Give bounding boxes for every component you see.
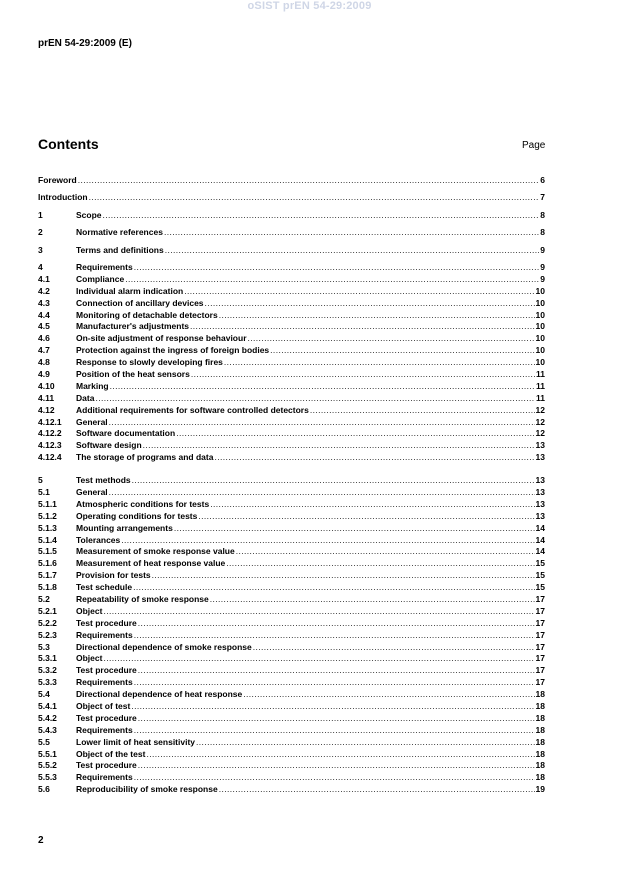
toc-entry[interactable] <box>38 737 545 749</box>
toc-entry-page: 10 <box>535 345 545 356</box>
toc-dot-leader <box>134 677 535 689</box>
toc-dot-leader <box>210 594 535 606</box>
toc-entry-title: Additional requirements for software controlled detectors <box>76 404 309 415</box>
toc-entry-page: 18 <box>535 712 545 723</box>
toc-entry-title: Reproducibility of smoke response <box>76 784 218 795</box>
toc-entry[interactable] <box>38 227 545 239</box>
toc-entry-number: 5.4.2 <box>38 712 57 723</box>
toc-entry-number: 5.4.3 <box>38 724 57 735</box>
toc-entry[interactable] <box>38 357 545 369</box>
toc-entry-title: Test procedure <box>76 712 137 723</box>
toc-entry-number: 5 <box>38 475 43 486</box>
toc-entry-title: Response to slowly developing fires <box>76 357 223 368</box>
toc-entry-title: Operating conditions for tests <box>76 510 198 521</box>
toc-entry-title: Object of the test <box>76 748 146 759</box>
toc-entry-number: 5.4 <box>38 689 50 700</box>
toc-dot-leader <box>165 245 540 257</box>
toc-entry[interactable] <box>38 210 545 222</box>
toc-entry-number: 4.12 <box>38 404 55 415</box>
toc-dot-leader <box>125 274 539 286</box>
toc-entry[interactable] <box>38 570 545 582</box>
toc-dot-leader <box>103 210 540 222</box>
toc-dot-leader <box>133 582 534 594</box>
toc-entry-title: General <box>76 486 108 497</box>
toc-entry[interactable] <box>38 417 545 429</box>
toc-entry[interactable] <box>38 405 545 417</box>
toc-entry-title: General <box>76 416 108 427</box>
toc-dot-leader <box>109 487 535 499</box>
toc-entry-page: 19 <box>535 784 545 795</box>
toc-entry[interactable] <box>38 677 545 689</box>
toc-entry-page: 15 <box>535 570 545 581</box>
toc-entry[interactable] <box>38 298 545 310</box>
toc-entry-number: 5.1.5 <box>38 546 57 557</box>
toc-entry-title: Repeatability of smoke response <box>76 594 209 604</box>
toc-entry-number: 5.1.4 <box>38 534 57 545</box>
toc-dot-leader <box>226 558 534 570</box>
toc-entry-page: 18 <box>535 689 545 700</box>
toc-entry-title: Test schedule <box>76 582 133 593</box>
toc-entry-page: 15 <box>535 558 545 569</box>
toc-entry[interactable] <box>38 606 545 618</box>
toc-dot-leader <box>184 286 534 298</box>
toc-entry-title: Object <box>76 653 103 664</box>
toc-entry[interactable] <box>38 286 545 298</box>
toc-entry[interactable] <box>38 582 545 594</box>
toc-entry-title: Mounting arrangements <box>76 522 173 533</box>
toc-entry-page: 12 <box>535 404 545 415</box>
toc-dot-leader <box>89 192 540 204</box>
toc-dot-leader <box>132 475 535 487</box>
toc-entry[interactable] <box>38 618 545 630</box>
toc-entry[interactable] <box>38 535 545 547</box>
toc-dot-leader <box>134 630 535 642</box>
toc-entry-page: 10 <box>535 333 545 344</box>
toc-dot-leader <box>248 333 535 345</box>
toc-dot-leader <box>95 393 535 405</box>
toc-dot-leader <box>210 499 534 511</box>
toc-entry-number: 4.1 <box>38 273 50 284</box>
toc-entry-title: Protection against the ingress of foreign bodies <box>76 345 270 356</box>
toc-entry-page: 15 <box>535 582 545 593</box>
toc-entry-page: 12 <box>535 428 545 439</box>
toc-entry-title: Directional dependence of smoke response <box>76 641 252 652</box>
toc-entry-number: 5.5 <box>38 736 50 747</box>
toc-dot-leader <box>253 642 535 654</box>
toc-dot-leader <box>138 665 535 677</box>
toc-entry-page: 11 <box>536 380 545 391</box>
toc-entry[interactable] <box>38 665 545 677</box>
document-id: prEN 54-29:2009 (E) <box>38 38 132 49</box>
toc-entry-number: 3 <box>38 244 43 255</box>
toc-dot-leader <box>138 618 535 630</box>
toc-entry-page: 14 <box>535 522 545 533</box>
toc-entry-title: Test procedure <box>76 760 137 771</box>
toc-entry-title: Requirements <box>76 772 133 783</box>
toc-entry-page: 18 <box>535 701 545 712</box>
toc-entry[interactable] <box>38 784 545 796</box>
toc-entry-page: 12 <box>535 416 545 427</box>
toc-entry-title: Atmospheric conditions for tests <box>76 498 210 509</box>
toc-entry-page: 10 <box>535 309 545 320</box>
toc-entry-page: 11 <box>536 392 545 403</box>
toc-entry-number: 5.1.7 <box>38 570 57 581</box>
toc-entry-page: 10 <box>535 357 545 368</box>
toc-entry-title: Lower limit of heat sensitivity <box>76 736 196 747</box>
toc-entry-title: Directional dependence of heat response <box>76 689 243 700</box>
toc-dot-leader <box>103 653 534 665</box>
toc-entry-title: Position of the heat sensors <box>76 368 190 379</box>
toc-dot-leader <box>176 428 534 440</box>
toc-entry-number: 5.1.6 <box>38 558 57 569</box>
toc-entry-page: 8 <box>540 227 545 238</box>
page-number: 2 <box>38 835 44 846</box>
toc-entry-number: 5.5.1 <box>38 748 57 759</box>
watermark: oSIST prEN 54-29:2009 <box>247 0 372 12</box>
toc-entry-number: 4.10 <box>38 380 55 391</box>
toc-entry-page: 13 <box>535 475 545 486</box>
toc-entry[interactable] <box>38 511 545 523</box>
toc-entry[interactable] <box>38 369 545 381</box>
toc-dot-leader <box>131 701 534 713</box>
toc-entry[interactable] <box>38 749 545 761</box>
toc-entry-number: 4.12.3 <box>38 440 62 451</box>
toc-entry-number: 4.4 <box>38 309 50 320</box>
toc-entry[interactable] <box>38 452 545 464</box>
toc-entry-title: Data <box>76 392 95 403</box>
toc-entry-page: 9 <box>540 273 545 284</box>
toc-entry-number: 1 <box>38 209 43 220</box>
toc-entry-page: 17 <box>535 641 545 652</box>
toc-entry-page: 11 <box>536 368 545 379</box>
toc-entry-number: 4.12.1 <box>38 416 62 427</box>
toc-entry-page: 14 <box>535 534 545 545</box>
toc-entry-number: 4.9 <box>38 368 50 379</box>
toc-entry[interactable] <box>38 653 545 665</box>
toc-dot-leader <box>103 606 534 618</box>
toc-entry-number: 5.2.3 <box>38 629 57 640</box>
toc-entry-number: 5.2.2 <box>38 617 57 628</box>
toc-entry-page: 17 <box>535 677 545 688</box>
toc-entry[interactable] <box>38 630 545 642</box>
toc-entry-title: Requirements <box>76 677 133 688</box>
toc-entry[interactable] <box>38 245 545 257</box>
toc-entry-number: 5.4.1 <box>38 701 57 712</box>
toc-entry[interactable] <box>38 487 545 499</box>
toc-entry-title: Requirements <box>76 629 133 640</box>
toc-entry[interactable] <box>38 594 545 606</box>
toc-dot-leader <box>152 570 535 582</box>
toc-entry-title: Connection of ancillary devices <box>76 297 204 308</box>
toc-dot-leader <box>146 749 534 761</box>
toc-dot-leader <box>164 227 539 239</box>
toc-dot-leader <box>191 369 535 381</box>
toc-entry-title: Marking <box>76 380 109 391</box>
toc-dot-leader <box>243 689 534 701</box>
toc-dot-leader <box>219 310 535 322</box>
toc-entry-number: 5.3 <box>38 641 50 652</box>
toc-entry[interactable] <box>38 523 545 535</box>
toc-entry-title: Scope <box>76 209 102 220</box>
page-title: Contents <box>38 136 99 152</box>
toc-entry[interactable] <box>38 381 545 393</box>
toc-entry-number: 4.12.2 <box>38 428 62 439</box>
table-of-contents <box>38 175 545 796</box>
toc-entry-number: 5.1.2 <box>38 510 57 521</box>
toc-entry-title: Introduction <box>38 192 88 203</box>
toc-entry[interactable] <box>38 475 545 487</box>
toc-entry[interactable] <box>38 701 545 713</box>
toc-entry[interactable] <box>38 175 545 187</box>
toc-entry[interactable] <box>38 440 545 452</box>
toc-entry[interactable] <box>38 725 545 737</box>
toc-entry[interactable] <box>38 772 545 784</box>
toc-entry-title: Software documentation <box>76 428 176 439</box>
toc-entry-number: 5.1.8 <box>38 582 57 593</box>
toc-entry[interactable] <box>38 428 545 440</box>
toc-entry-number: 5.2 <box>38 594 50 604</box>
toc-entry[interactable] <box>38 689 545 701</box>
toc-entry-number: 5.3.2 <box>38 665 57 676</box>
toc-entry-title: Tolerances <box>76 534 121 545</box>
toc-entry-title: Requirements <box>76 261 133 272</box>
toc-entry-number: 5.3.1 <box>38 653 57 664</box>
toc-entry-title: Normative references <box>76 227 163 238</box>
toc-dot-leader <box>134 725 535 737</box>
toc-entry-page: 17 <box>535 594 545 604</box>
toc-entry-number: 4.3 <box>38 297 50 308</box>
toc-entry[interactable] <box>38 310 545 322</box>
toc-entry-title: On-site adjustment of response behaviour <box>76 333 247 344</box>
toc-dot-leader <box>205 298 535 310</box>
toc-entry-title: The storage of programs and data <box>76 452 214 463</box>
toc-entry-page: 13 <box>535 510 545 521</box>
toc-entry-page: 18 <box>535 760 545 771</box>
toc-entry-page: 7 <box>540 192 545 203</box>
toc-entry[interactable] <box>38 274 545 286</box>
toc-entry-page: 18 <box>535 736 545 747</box>
toc-entry[interactable] <box>38 393 545 405</box>
toc-entry-number: 5.3.3 <box>38 677 57 688</box>
toc-entry[interactable] <box>38 558 545 570</box>
toc-entry-title: Foreword <box>38 175 77 185</box>
toc-entry-title: Manufacturer's adjustments <box>76 321 190 332</box>
toc-dot-leader <box>138 760 535 772</box>
toc-entry-number: 4.12.4 <box>38 452 62 463</box>
toc-dot-leader <box>110 381 535 393</box>
toc-dot-leader <box>134 262 540 274</box>
toc-entry-page: 9 <box>540 244 545 255</box>
toc-entry-page: 17 <box>535 653 545 664</box>
toc-entry-page: 9 <box>540 261 545 272</box>
toc-entry-page: 13 <box>535 486 545 497</box>
toc-entry[interactable] <box>38 333 545 345</box>
toc-entry-page: 13 <box>535 452 545 463</box>
toc-dot-leader <box>138 713 535 725</box>
toc-entry-number: 4.11 <box>38 392 55 403</box>
toc-entry-number: 5.1.1 <box>38 498 57 509</box>
toc-entry-number: 5.5.3 <box>38 772 57 783</box>
toc-dot-leader <box>236 546 535 558</box>
toc-entry[interactable] <box>38 642 545 654</box>
toc-entry-title: Provision for tests <box>76 570 151 581</box>
toc-entry-page: 14 <box>535 546 545 557</box>
page-column-label: Page <box>522 140 546 151</box>
toc-entry-title: Test procedure <box>76 617 137 628</box>
toc-entry-page: 8 <box>540 209 545 220</box>
toc-dot-leader <box>310 405 535 417</box>
toc-entry[interactable] <box>38 345 545 357</box>
toc-entry-number: 4.2 <box>38 285 50 296</box>
toc-entry[interactable] <box>38 546 545 558</box>
toc-entry-number: 5.5.2 <box>38 760 57 771</box>
toc-entry-number: 5.1 <box>38 486 50 497</box>
toc-entry-title: Measurement of smoke response value <box>76 546 235 557</box>
toc-entry-page: 13 <box>535 440 545 451</box>
toc-entry-page: 10 <box>535 297 545 308</box>
toc-entry-title: Compliance <box>76 273 125 284</box>
toc-entry[interactable] <box>38 262 545 274</box>
toc-dot-leader <box>198 511 534 523</box>
toc-dot-leader <box>190 321 535 333</box>
toc-entry[interactable] <box>38 192 545 204</box>
toc-dot-leader <box>214 452 534 464</box>
toc-dot-leader <box>134 772 535 784</box>
toc-dot-leader <box>219 784 535 796</box>
toc-entry-title: Object of test <box>76 701 131 712</box>
toc-entry-number: 4.7 <box>38 345 50 356</box>
toc-entry-number: 2 <box>38 227 43 238</box>
toc-dot-leader <box>109 417 535 429</box>
toc-entry-page: 10 <box>535 285 545 296</box>
toc-entry-title: Object <box>76 605 103 616</box>
toc-entry-title: Test methods <box>76 475 131 486</box>
toc-entry-page: 18 <box>535 724 545 735</box>
toc-entry-page: 17 <box>535 605 545 616</box>
toc-entry-page: 17 <box>535 665 545 676</box>
toc-entry-number: 5.2.1 <box>38 605 57 616</box>
toc-entry-page: 13 <box>535 498 545 509</box>
toc-entry-number: 5.6 <box>38 784 50 795</box>
toc-entry-number: 4.5 <box>38 321 50 332</box>
toc-dot-leader <box>196 737 535 749</box>
toc-dot-leader <box>78 175 540 187</box>
toc-entry-number: 4.6 <box>38 333 50 344</box>
toc-dot-leader <box>174 523 535 535</box>
toc-entry-title: Software design <box>76 440 142 451</box>
toc-entry-title: Individual alarm indication <box>76 285 184 296</box>
toc-dot-leader <box>224 357 535 369</box>
toc-entry-title: Monitoring of detachable detectors <box>76 309 218 320</box>
toc-entry-title: Terms and definitions <box>76 244 164 255</box>
toc-entry-page: 18 <box>535 748 545 759</box>
toc-entry-number: 4 <box>38 261 43 272</box>
toc-entry[interactable] <box>38 499 545 511</box>
toc-entry-title: Requirements <box>76 724 133 735</box>
toc-dot-leader <box>270 345 534 357</box>
toc-entry[interactable] <box>38 321 545 333</box>
toc-entry-title: Measurement of heat response value <box>76 558 226 569</box>
toc-entry-page: 17 <box>535 629 545 640</box>
toc-entry-number: 4.8 <box>38 357 50 368</box>
toc-entry-title: Test procedure <box>76 665 137 676</box>
toc-entry-page: 10 <box>535 321 545 332</box>
toc-entry[interactable] <box>38 713 545 725</box>
toc-entry[interactable] <box>38 760 545 772</box>
toc-entry-page: 17 <box>535 617 545 628</box>
toc-dot-leader <box>121 535 534 547</box>
toc-entry-number: 5.1.3 <box>38 522 57 533</box>
toc-dot-leader <box>143 440 535 452</box>
toc-entry-page: 18 <box>535 772 545 783</box>
toc-entry-page: 6 <box>540 175 545 185</box>
